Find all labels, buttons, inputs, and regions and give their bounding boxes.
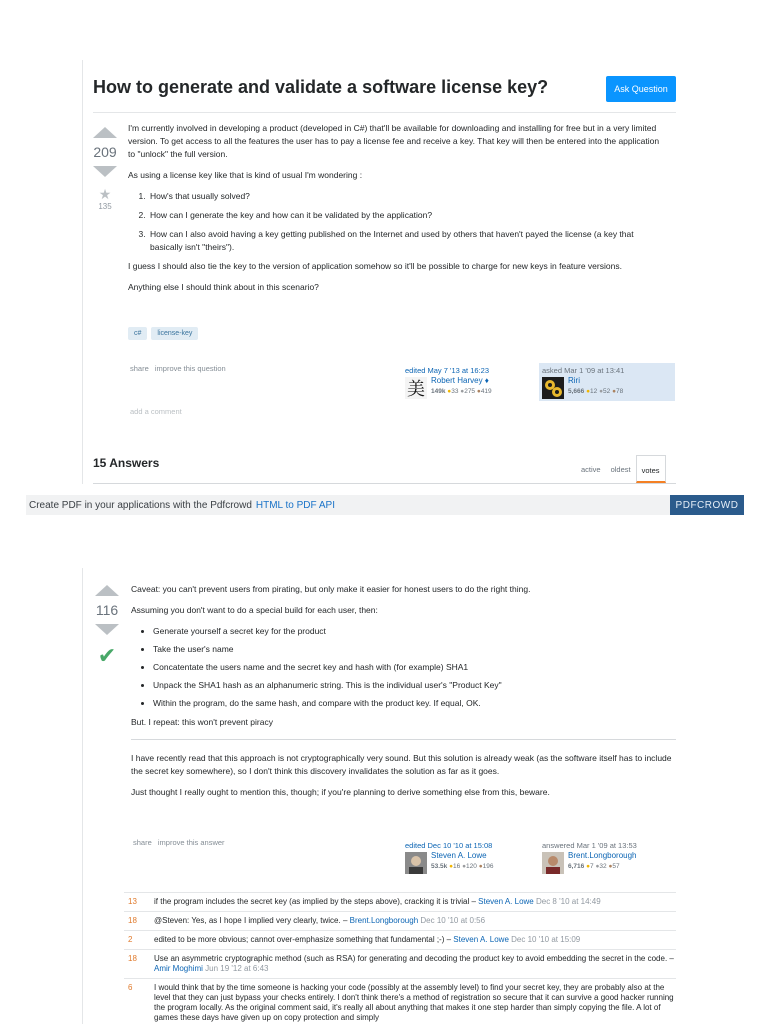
title-divider — [93, 112, 676, 113]
question-paragraph: I'm currently involved in developing a product (developed in C#) that'll be available for downloading and installing for free but in a very limited version. To get access to all the features the user has to pay a license fee and receive a key. That key will then be entered into the application to "unlock" the full version. — [128, 123, 660, 159]
gold-badge-icon: ● — [586, 863, 591, 870]
comment-row — [124, 949, 676, 978]
list-item: • Within the program, do the same hash, and compare with the product key. If equal, OK. — [153, 697, 676, 710]
question-list — [148, 190, 668, 254]
comment-user[interactable]: Amir Moghimi — [154, 964, 203, 973]
user-reputation — [431, 388, 492, 395]
answer-score: 116 — [95, 602, 119, 618]
comment-body: if the program includes the secret key (as implied by the steps above), cracking it is trivial – — [154, 897, 476, 906]
list-item: 3. How can I also avoid having a key getting published on the Internet and used by others that haven't payed the license (a key that basically isn't "theirs"). — [148, 228, 668, 254]
gold-badge-icon: ● — [447, 388, 452, 395]
comments-list — [124, 892, 676, 1024]
question-paragraph: Anything else I should think about in this scenario? — [128, 282, 319, 292]
comment-score: 18 — [128, 916, 137, 925]
bronze-badge-count: 196 — [482, 863, 494, 870]
gold-badge-count: 7 — [590, 863, 594, 870]
bronze-badge-icon: ● — [478, 863, 483, 870]
gold-badge-count: 16 — [453, 863, 461, 870]
list-item: • Take the user's name — [153, 643, 676, 656]
comment-date: Dec 10 '10 at 15:09 — [511, 935, 581, 944]
user-name[interactable]: Robert Harvey ♦ — [431, 376, 489, 385]
avatar[interactable] — [405, 377, 427, 399]
comment-text — [154, 916, 676, 926]
comment-user[interactable]: Brent.Longborough — [349, 916, 419, 925]
silver-badge-icon: ● — [599, 388, 604, 395]
accepted-check-icon: ✔ — [97, 643, 117, 668]
comment-text — [154, 897, 676, 907]
comment-user[interactable]: Steven A. Lowe — [478, 897, 534, 906]
question-body — [128, 122, 668, 302]
question-paragraph: I guess I should also tie the key to the version of application somehow so it'll be possible to charge for new keys in feature versions. — [128, 261, 622, 271]
left-border — [82, 60, 83, 484]
question-paragraph: As using a license key like that is kind of usual I'm wondering : — [128, 170, 363, 180]
comment-score: 18 — [128, 954, 137, 963]
user-name[interactable]: Steven A. Lowe — [431, 851, 487, 860]
reputation-score: 6,716 — [568, 863, 585, 870]
improve-link[interactable]: improve this question — [154, 364, 226, 373]
reputation-score: 5,666 — [568, 388, 585, 395]
list-item: 1. How's that usually solved? — [148, 190, 668, 203]
bronze-badge-count: 419 — [480, 388, 492, 395]
favorite-count: 135 — [98, 202, 112, 211]
comment-date: Jun 19 '12 at 6:43 — [205, 964, 269, 973]
bronze-badge-icon: ● — [476, 388, 481, 395]
comment-text — [154, 954, 676, 974]
comment-body: @Steven: Yes, as I hope I implied very clearly, twice. – — [154, 916, 348, 925]
comment-score: 6 — [128, 983, 133, 992]
question-actions — [130, 364, 230, 373]
question-vote-cell — [90, 127, 120, 213]
tab-active[interactable]: active — [581, 465, 601, 474]
question-score: 209 — [93, 144, 117, 160]
pdfcrowd-text: Create PDF in your applications with the Pdfcrowd — [29, 499, 252, 511]
list-item: • Generate yourself a secret key for the product — [153, 625, 676, 638]
comment-body: Use an asymmetric cryptographic method (such as RSA) for generating and decoding the product key to avoid embedding the secret in the code. – — [154, 954, 674, 963]
silver-badge-count: 120 — [466, 863, 477, 870]
answer-sort-tabs — [576, 455, 666, 483]
list-item: • Concatentate the users name and the secret key and hash with (for example) SHA1 — [153, 661, 676, 674]
user-reputation — [568, 863, 620, 870]
answer-owner-signature — [539, 838, 675, 876]
gold-badge-count: 12 — [590, 388, 598, 395]
comment-text — [154, 935, 676, 945]
downvote-arrow-icon[interactable] — [93, 166, 117, 177]
bronze-badge-count: 78 — [616, 388, 624, 395]
comment-date: Dec 8 '10 at 14:49 — [535, 897, 601, 906]
silver-badge-icon: ● — [460, 388, 465, 395]
comment-row — [124, 892, 676, 911]
share-link[interactable]: share — [130, 364, 149, 373]
answered-date: answered Mar 1 '09 at 13:53 — [542, 841, 637, 850]
pdfcrowd-logo[interactable]: PDFCROWD — [670, 495, 744, 515]
reputation-score: 53.5k — [431, 863, 448, 870]
downvote-arrow-icon[interactable] — [95, 624, 119, 635]
tag-license-key[interactable]: license-key — [151, 327, 198, 340]
bronze-badge-icon: ● — [612, 388, 616, 395]
share-link[interactable]: share — [133, 838, 152, 847]
gold-badge-icon: ● — [449, 863, 454, 870]
silver-badge-icon: ● — [462, 863, 467, 870]
question-tags — [128, 327, 198, 340]
improve-link[interactable]: improve this answer — [157, 838, 225, 847]
asked-date: asked Mar 1 '09 at 13:41 — [542, 366, 625, 375]
question-editor-signature — [402, 363, 538, 401]
add-comment-link[interactable]: add a comment — [130, 407, 182, 416]
comment-score: 2 — [128, 935, 133, 944]
tag-csharp[interactable]: c# — [128, 327, 147, 340]
question-owner-signature — [539, 363, 675, 401]
avatar[interactable] — [405, 852, 427, 874]
edited-date[interactable]: edited May 7 '13 at 16:23 — [405, 366, 489, 375]
silver-badge-icon: ● — [595, 863, 600, 870]
silver-badge-count: 52 — [603, 388, 611, 395]
comment-score: 13 — [128, 897, 137, 906]
answer-actions — [133, 838, 229, 847]
bronze-badge-count: 57 — [612, 863, 620, 870]
answer-body — [131, 583, 676, 807]
answer-paragraph: Caveat: you can't prevent users from pirating, but only make it easier for honest users to do the right thing. — [131, 584, 531, 594]
answer-list — [153, 625, 676, 710]
comment-row — [124, 930, 676, 949]
pdfcrowd-footer — [26, 495, 744, 515]
comment-user[interactable]: Steven A. Lowe — [453, 935, 509, 944]
upvote-arrow-icon[interactable] — [93, 127, 117, 138]
avatar[interactable] — [542, 377, 564, 399]
answer-paragraph: Just thought I really ought to mention this, though; if you're planning to derive something else from this, beware. — [131, 787, 550, 797]
answer-vote-cell — [92, 585, 122, 667]
answer-divider — [131, 739, 676, 740]
gold-badge-icon: ● — [586, 388, 591, 395]
comment-row — [124, 911, 676, 930]
list-item: 2. How can I generate the key and how can it be validated by the application? — [148, 209, 668, 222]
comment-text — [154, 983, 676, 1023]
answers-divider — [93, 483, 676, 484]
bronze-badge-icon: ● — [608, 863, 613, 870]
ask-question-button[interactable]: Ask Question — [606, 76, 676, 102]
answer-paragraph: I have recently read that this approach is not cryptographically very sound. But this solution is already weak (as the software itself has to include the secret key somewhere), so I don't think this discovery invalidates the solution as far as it goes. — [131, 753, 672, 776]
favorite-star-icon[interactable]: ★ — [98, 186, 112, 202]
left-border — [82, 568, 83, 1024]
tab-votes[interactable]: votes — [636, 455, 666, 483]
user-reputation — [431, 863, 493, 870]
tab-oldest[interactable]: oldest — [610, 465, 631, 474]
comment-body: I would think that by the time someone is hacking your code (possibly at the assembly level) to find your secret key, they are probably also at the level that they can just bypass your checks entirely. I don't think there's a method of registration so secure that it can survive a good hacker running the program locally. As the original comment said, it's really all about anything that makes it one step harder than simply copying the file. A lot of games these days have given up on copy protection and simply — [154, 983, 674, 1022]
comment-date: Dec 10 '10 at 0:56 — [420, 916, 486, 925]
answer-editor-signature — [402, 838, 538, 876]
silver-badge-count: 32 — [599, 863, 607, 870]
comment-row — [124, 978, 676, 1024]
gold-badge-count: 33 — [451, 388, 459, 395]
silver-badge-count: 275 — [464, 388, 476, 395]
user-name[interactable]: Riri — [568, 376, 580, 385]
edited-date[interactable]: edited Dec 10 '10 at 15:08 — [405, 841, 493, 850]
upvote-arrow-icon[interactable] — [95, 585, 119, 596]
comment-body: edited to be more obvious; cannot over-emphasize something that fundamental ;-) – — [154, 935, 452, 944]
user-name[interactable]: Brent.Longborough — [568, 851, 637, 860]
answer-paragraph: Assuming you don't want to do a special build for each user, then: — [131, 605, 378, 615]
avatar[interactable] — [542, 852, 564, 874]
svg-text:美: 美 — [407, 379, 425, 399]
answers-count-heading: 15 Answers — [93, 456, 160, 470]
user-reputation — [568, 388, 623, 395]
reputation-score: 149k — [431, 388, 446, 395]
answer-paragraph: But. I repeat: this won't prevent piracy — [131, 717, 273, 727]
pdfcrowd-link[interactable]: HTML to PDF API — [255, 499, 335, 511]
question-title[interactable]: How to generate and validate a software license key? — [93, 77, 549, 97]
list-item: • Unpack the SHA1 hash as an alphanumeric string. This is the individual user's "Product Key" — [153, 679, 676, 692]
